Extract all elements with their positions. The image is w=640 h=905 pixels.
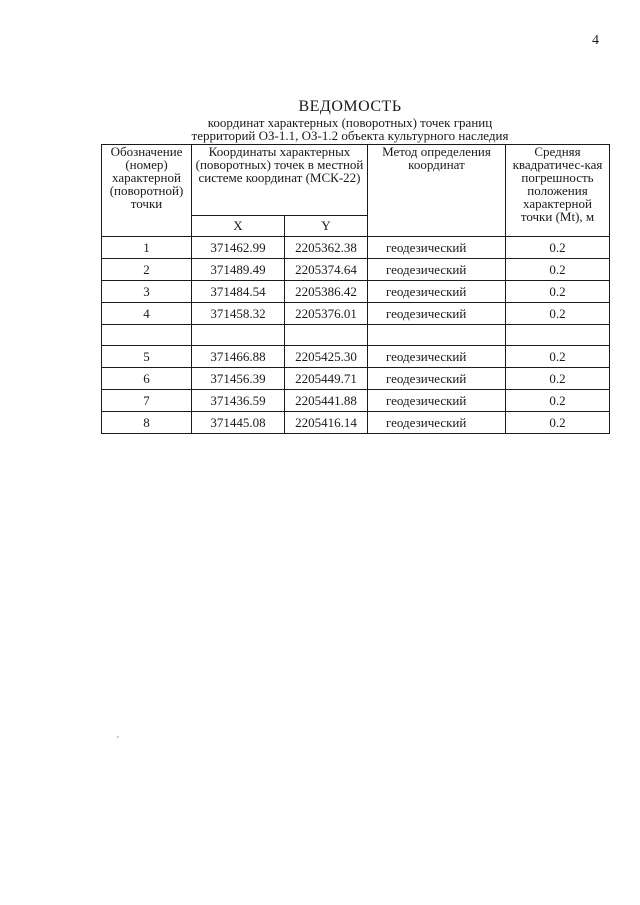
cell-y: 2205376.01 bbox=[285, 303, 368, 325]
table-row bbox=[102, 281, 610, 303]
cell-x: 371462.99 bbox=[192, 237, 285, 259]
cell-method: геодезический bbox=[368, 237, 506, 259]
cell-method: геодезический bbox=[368, 303, 506, 325]
cell-error: 0.2 bbox=[506, 412, 610, 434]
cell-method: геодезический bbox=[368, 281, 506, 303]
cell-error: 0.2 bbox=[506, 390, 610, 412]
cell-x: 371456.39 bbox=[192, 368, 285, 390]
header-point-number: Обозначение (номер) характерной (поворотной) точки bbox=[102, 145, 192, 237]
cell-point-number: 8 bbox=[102, 412, 192, 434]
cell-point-number: 7 bbox=[102, 390, 192, 412]
cell-method: геодезический bbox=[368, 346, 506, 368]
cell-error: 0.2 bbox=[506, 346, 610, 368]
table-row bbox=[102, 237, 610, 259]
page-number: 4 bbox=[592, 33, 599, 48]
cell-x: 371489.49 bbox=[192, 259, 285, 281]
cell-y: 2205374.64 bbox=[285, 259, 368, 281]
cell-point-number: 1 bbox=[102, 237, 192, 259]
cell-point-number: 4 bbox=[102, 303, 192, 325]
cell-point-number: 5 bbox=[102, 346, 192, 368]
cell-y: 2205362.38 bbox=[285, 237, 368, 259]
cell-x: 371484.54 bbox=[192, 281, 285, 303]
table-row bbox=[102, 390, 610, 412]
cell-y: 2205386.42 bbox=[285, 281, 368, 303]
table-separator bbox=[102, 325, 610, 346]
cell-point-number: 2 bbox=[102, 259, 192, 281]
document-title: ВЕДОМОСТЬ bbox=[298, 98, 402, 115]
cell-error: 0.2 bbox=[506, 237, 610, 259]
document-subtitle-line1: координат характерных (поворотных) точек границ bbox=[207, 115, 493, 130]
table-row bbox=[102, 412, 610, 434]
cell-error: 0.2 bbox=[506, 368, 610, 390]
table-body-group1 bbox=[102, 237, 610, 325]
cell-method: геодезический bbox=[368, 390, 506, 412]
cell-x: 371436.59 bbox=[192, 390, 285, 412]
cell-error: 0.2 bbox=[506, 303, 610, 325]
table-row bbox=[102, 303, 610, 325]
header-coordinates: Координаты характерных (поворотных) точек в местной системе координат (МСК-22) bbox=[192, 145, 368, 216]
cell-y: 2205449.71 bbox=[285, 368, 368, 390]
stray-mark: ' bbox=[117, 735, 119, 746]
cell-method: геодезический bbox=[368, 412, 506, 434]
header-method: Метод определения координат bbox=[368, 145, 506, 237]
coordinates-table bbox=[101, 144, 610, 434]
table-body-group2 bbox=[102, 346, 610, 434]
cell-method: геодезический bbox=[368, 368, 506, 390]
cell-x: 371445.08 bbox=[192, 412, 285, 434]
cell-point-number: 6 bbox=[102, 368, 192, 390]
header-y: Y bbox=[285, 216, 368, 237]
table-row bbox=[102, 259, 610, 281]
cell-x: 371458.32 bbox=[192, 303, 285, 325]
header-x: X bbox=[192, 216, 285, 237]
cell-y: 2205416.14 bbox=[285, 412, 368, 434]
cell-y: 2205425.30 bbox=[285, 346, 368, 368]
header-error: Средняя квадратичес-кая погрешность положения характерной точки (Mt), м bbox=[506, 145, 610, 237]
cell-point-number: 3 bbox=[102, 281, 192, 303]
cell-error: 0.2 bbox=[506, 259, 610, 281]
table-row bbox=[102, 346, 610, 368]
cell-y: 2205441.88 bbox=[285, 390, 368, 412]
table-row bbox=[102, 368, 610, 390]
document-subtitle-line2: территорий ОЗ-1.1, ОЗ-1.2 объекта культурного наследия bbox=[191, 128, 509, 143]
cell-method: геодезический bbox=[368, 259, 506, 281]
cell-error: 0.2 bbox=[506, 281, 610, 303]
cell-x: 371466.88 bbox=[192, 346, 285, 368]
